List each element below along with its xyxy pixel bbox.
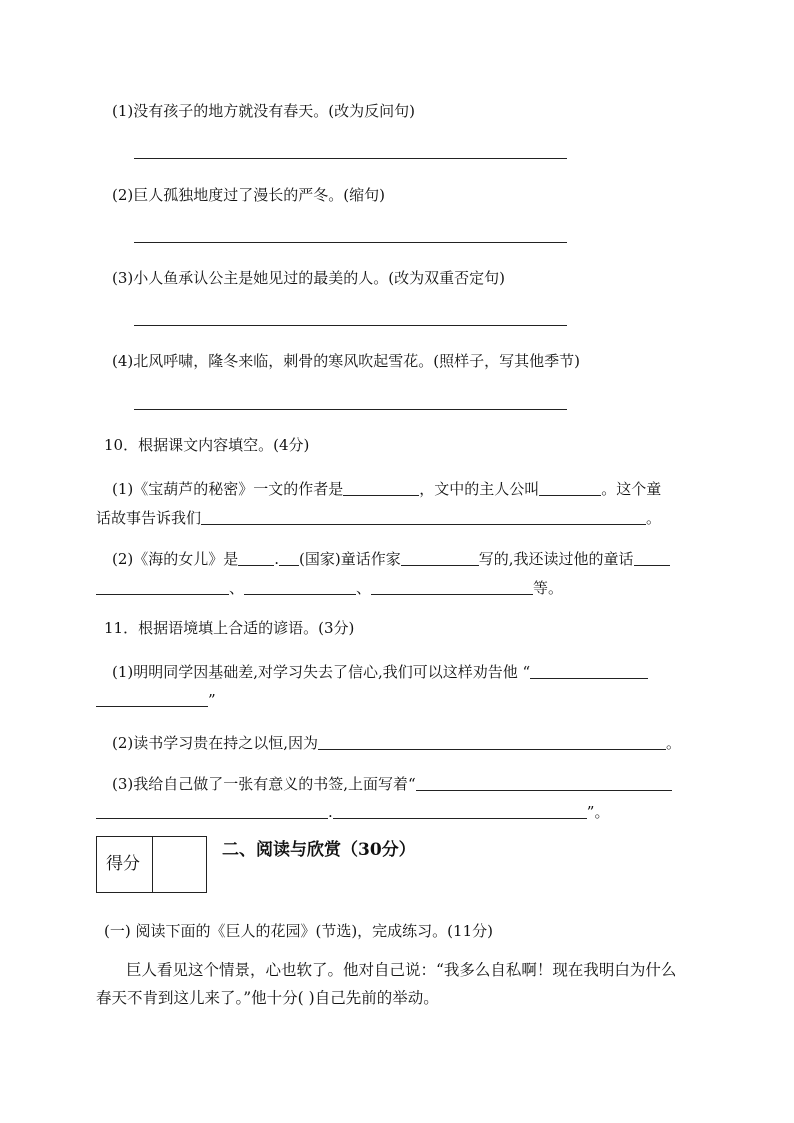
q10-p1-text-b: ，文中的主人公叫 [419,480,540,498]
score-label: 得分 [106,854,140,874]
blank-country[interactable] [238,551,274,566]
q11-p3-line2 [96,802,609,822]
answer-line-2[interactable] [134,242,567,243]
blank-proverb-3a[interactable] [416,776,672,791]
reading-intro: (一) 阅读下面的《巨人的花园》(节选)，完成练习。(11分) [104,922,493,940]
score-box [96,836,207,893]
section-title: 二、阅读与欣赏（30分） [222,840,416,860]
blank-tale-3[interactable] [371,580,533,595]
blank-writer[interactable] [401,551,479,566]
blank-lesson[interactable] [201,510,646,525]
q10-p1-line2 [96,508,661,528]
q11-p3-text-a: (3)我给自己做了一张有意义的书签,上面写着“ [112,775,416,793]
q10-p2-text-g: 等。 [533,579,564,597]
q11-p3-text-b: . [328,803,333,821]
q10-p1-text-d: 话故事告诉我们 [96,509,202,527]
q9-item-3: (3)小人鱼承认公主是她见过的最美的人。(改为双重否定句) [112,269,505,287]
score-value-cell[interactable] [153,837,206,892]
blank-proverb-2[interactable] [318,735,666,750]
q10-p2-text-a: (2)《海的女儿》是 [112,550,239,568]
q10-p2-line2 [96,578,563,598]
q10-p2-line1 [112,549,670,569]
blank-proverb-1b[interactable] [96,692,208,707]
q9-item-2: (2)巨人孤独地度过了漫长的严冬。(缩句) [112,186,385,204]
q11-title: 11．根据语境填上合适的谚语。(3分) [104,619,355,637]
blank-proverb-3c[interactable] [333,804,587,819]
q11-p2-line [112,733,681,753]
blank-protagonist[interactable] [539,481,601,496]
q11-p1-text-a: (1)明明同学因基础差,对学习失去了信心,我们可以这样劝告他 “ [112,663,531,681]
passage-line-2: 春天不肯到这儿来了。”他十分( )自己先前的举动。 [96,989,439,1007]
q11-p1-line1 [112,662,648,682]
blank-author[interactable] [343,481,419,496]
blank-tale-0[interactable] [634,551,670,566]
q9-item-1: (1)没有孩子的地方就没有春天。(改为反问句) [112,102,415,120]
q9-item-4: (4)北风呼啸，隆冬来临，刺骨的寒风吹起雪花。(照样子，写其他季节) [112,352,580,370]
q10-p2-text-f: 、 [356,579,372,597]
q10-title: 10．根据课文内容填空。(4分) [104,436,310,454]
answer-line-3[interactable] [134,325,567,326]
q11-p3-line1 [112,774,672,794]
q10-p2-text-d: 写的,我还读过他的童话 [478,550,634,568]
q11-p2-text-a: (2)读书学习贵在持之以恒,因为 [112,734,319,752]
answer-line-4[interactable] [134,409,567,410]
q10-p1-text-e: 。 [646,509,662,527]
answer-line-1[interactable] [134,158,567,159]
q11-p1-line2 [96,690,216,710]
q10-p1-text-a: (1)《宝葫芦的秘密》一文的作者是 [112,480,344,498]
q11-p2-text-b: 。 [666,734,682,752]
passage-line-1: 巨人看见这个情景，心也软了。他对自己说：“我多么自私啊！现在我明白为什么 [126,961,677,979]
blank-country-2[interactable] [279,551,299,566]
blank-tale-1[interactable] [96,580,229,595]
q11-p1-text-b: ” [208,691,216,709]
score-label-cell [97,837,153,892]
q10-p2-text-c: (国家)童话作家 [299,550,401,568]
q10-p1-line1 [112,479,661,499]
q10-p2-text-e: 、 [229,579,245,597]
blank-proverb-1a[interactable] [530,664,648,679]
blank-tale-2[interactable] [244,580,356,595]
q10-p2-text-b: . [274,550,280,568]
q10-p1-text-c: 。这个童 [601,480,662,498]
q11-p3-text-c: ”。 [586,803,610,821]
blank-proverb-3b[interactable] [96,804,328,819]
